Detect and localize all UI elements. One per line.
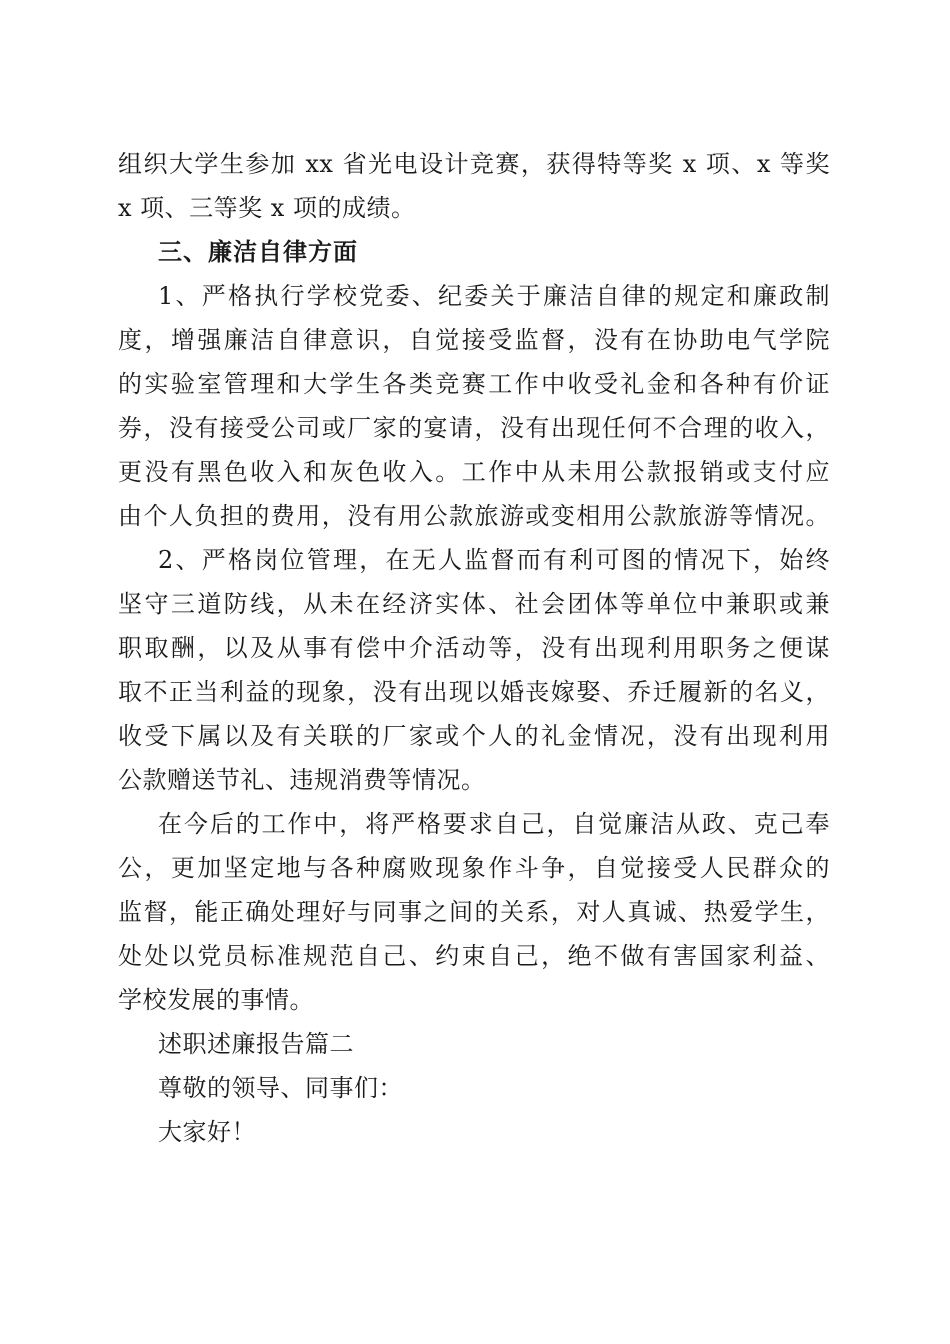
paragraph-line: 更没有黑色收入和灰色收入。工作中从未用公款报销或支付应 [118,458,830,486]
section-heading: 三、廉洁自律方面 [158,238,358,266]
paragraph-line: 坚守三道防线，从未在经济实体、社会团体等单位中兼职或兼 [118,590,830,618]
paragraph-line: 监督，能正确处理好与同事之间的关系，对人真诚、热爱学生， [118,898,830,926]
document-page [118,142,830,1154]
paragraph-line: 券，没有接受公司或厂家的宴请，没有出现任何不合理的收入， [118,414,830,442]
paragraph-line: 的实验室管理和大学生各类竞赛工作中收受礼金和各种有价证 [118,370,830,398]
report-title: 述职述廉报告篇二 [158,1030,354,1058]
paragraph-line: 取不正当利益的现象，没有出现以婚丧嫁娶、乔迁履新的名义， [118,678,830,706]
paragraph-line: x 项、三等奖 x 项的成绩。 [118,194,416,222]
salutation: 尊敬的领导、同事们： [158,1074,403,1102]
paragraph-line: 公款赠送节礼、违规消费等情况。 [118,766,486,794]
paragraph-line: 由个人负担的费用，没有用公款旅游或变相用公款旅游等情况。 [118,502,830,530]
paragraph-line: 职取酬，以及从事有偿中介活动等，没有出现利用职务之便谋 [118,634,830,662]
paragraph-line: 2、严格岗位管理，在无人监督而有利可图的情况下，始终 [158,546,830,574]
paragraph-line: 1、严格执行学校党委、纪委关于廉洁自律的规定和廉政制 [158,282,830,310]
paragraph-line: 学校发展的事情。 [118,986,314,1014]
paragraph-line: 公，更加坚定地与各种腐败现象作斗争，自觉接受人民群众的 [118,854,830,882]
paragraph-line: 组织大学生参加 xx 省光电设计竞赛，获得特等奖 x 项、x 等奖 [118,150,830,178]
paragraph-line: 处处以党员标准规范自己、约束自己，绝不做有害国家利益、 [118,942,830,970]
paragraph-line: 收受下属以及有关联的厂家或个人的礼金情况，没有出现利用 [118,722,830,750]
paragraph-line: 在今后的工作中，将严格要求自己，自觉廉洁从政、克己奉 [158,810,830,838]
greeting: 大家好！ [158,1118,256,1146]
paragraph-line: 度，增强廉洁自律意识，自觉接受监督，没有在协助电气学院 [118,326,830,354]
